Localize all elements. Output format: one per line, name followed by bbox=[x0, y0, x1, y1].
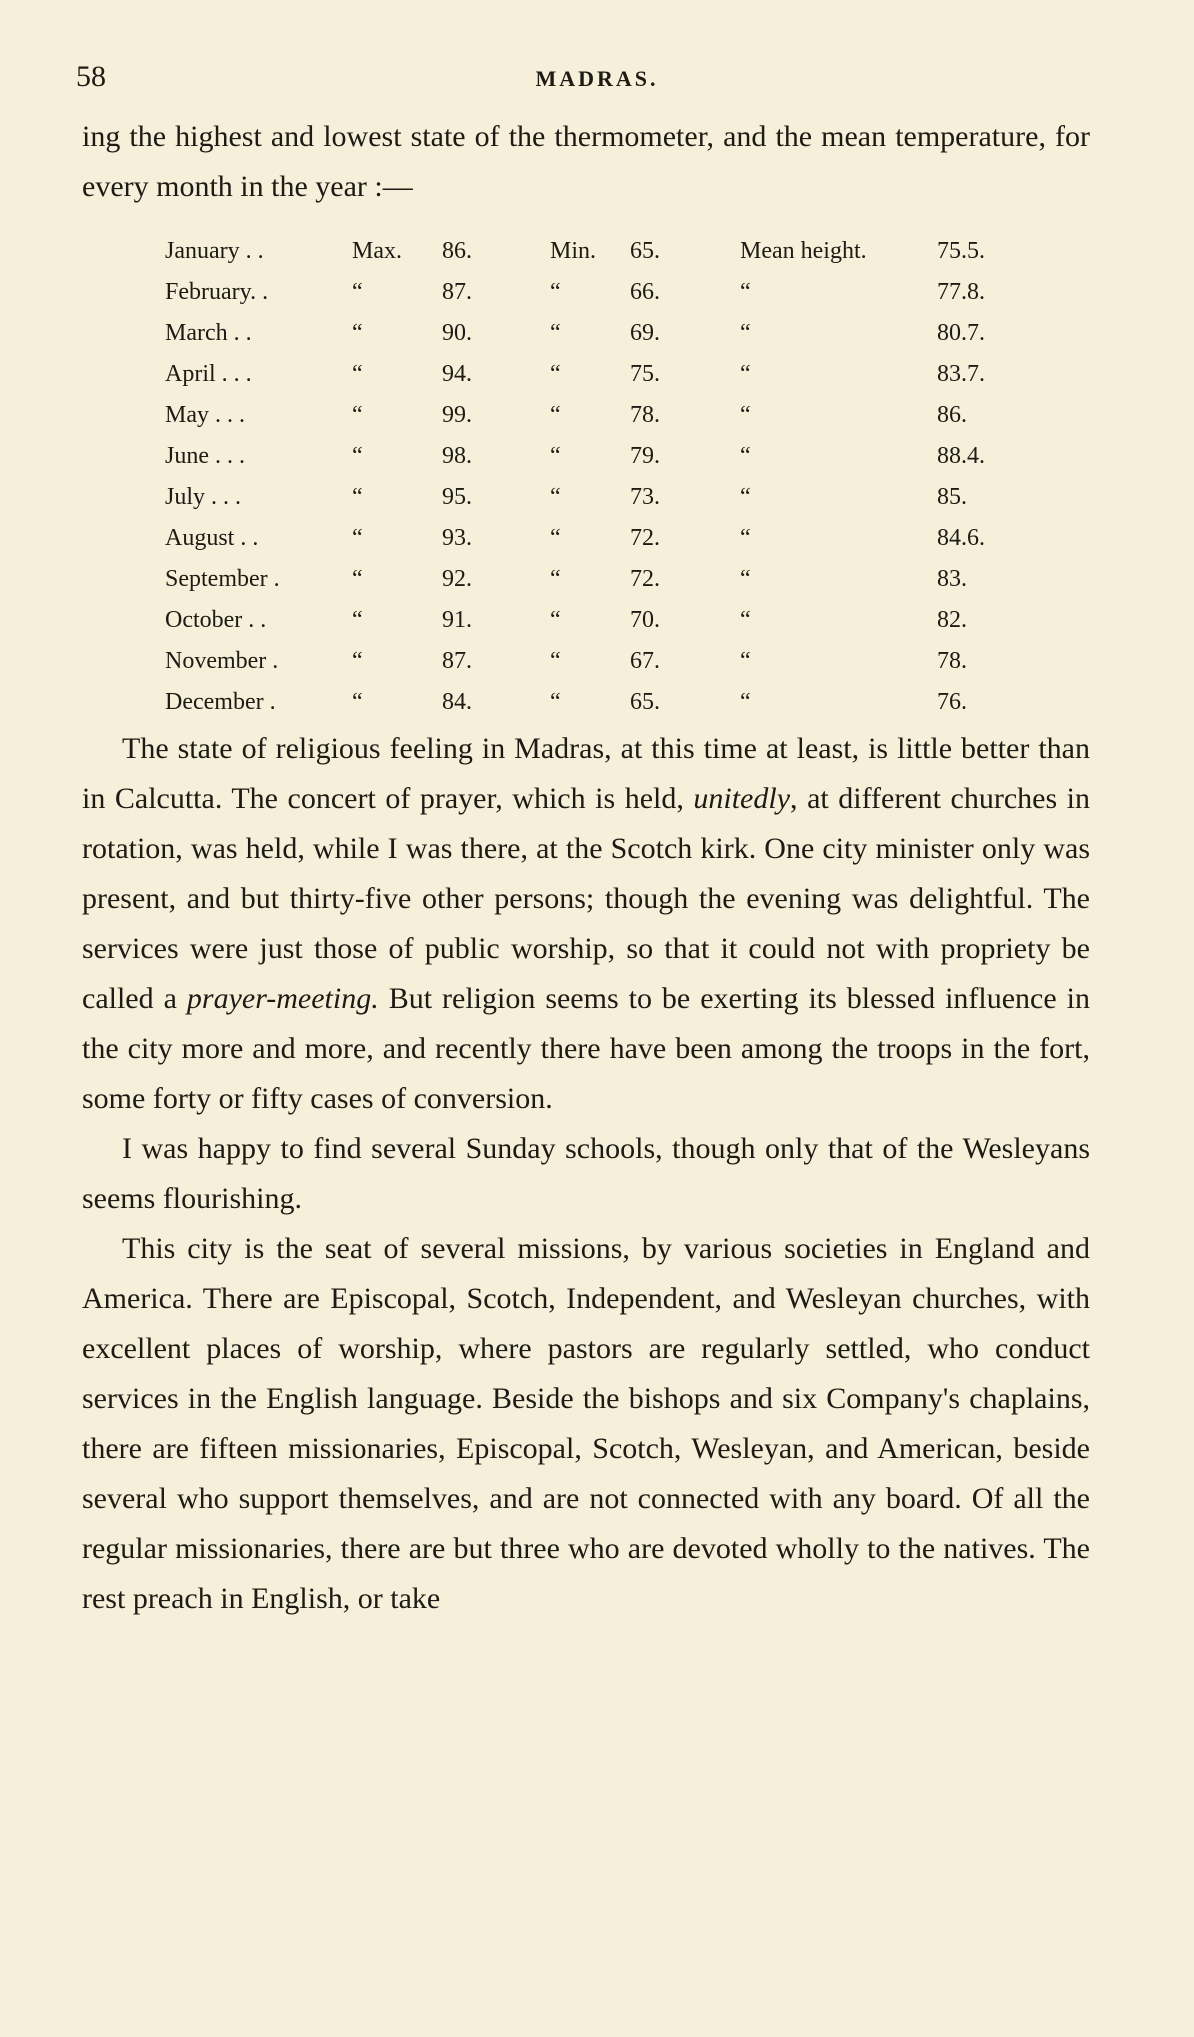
table-month: October . . bbox=[165, 607, 273, 633]
table-min-label: “ bbox=[550, 648, 561, 674]
table-min-label: “ bbox=[550, 279, 561, 305]
text-run: , at different churches in rotation, was held, while I was there, at the Scotch kirk. One city minister only was present, and but thirty-five other persons; though the evening was delightful. The services were just those of public worship, so that it could not with propriety be called a bbox=[82, 782, 1091, 1015]
table-mean-value: 82. bbox=[937, 607, 967, 633]
table-mean-label: “ bbox=[740, 689, 751, 715]
table-row bbox=[0, 443, 1194, 484]
table-max-label: “ bbox=[352, 607, 363, 633]
table-month: August . . bbox=[165, 525, 265, 551]
table-mean-value: 76. bbox=[937, 689, 967, 715]
table-max-value: 91. bbox=[442, 607, 472, 633]
table-max-value: 98. bbox=[442, 443, 472, 469]
table-row bbox=[0, 238, 1194, 279]
table-mean-label: “ bbox=[740, 402, 751, 428]
table-month: December . bbox=[165, 689, 282, 715]
table-min-label: “ bbox=[550, 525, 561, 551]
table-min-value: 66. bbox=[630, 279, 660, 305]
table-min-value: 65. bbox=[630, 238, 660, 264]
table-row bbox=[0, 320, 1194, 361]
table-min-value: 67. bbox=[630, 648, 660, 674]
paragraph-sunday-schools: I was happy to find several Sunday schools, though only that of the Wesleyans seems flourishing. bbox=[82, 1132, 1090, 1215]
table-min-label: “ bbox=[550, 689, 561, 715]
table-mean-label: “ bbox=[740, 279, 751, 305]
table-month: June . . . bbox=[165, 443, 251, 469]
paragraph-religious-feeling bbox=[82, 724, 1090, 1124]
table-mean-label: “ bbox=[740, 648, 751, 674]
table-max-label: “ bbox=[352, 525, 363, 551]
table-max-label: “ bbox=[352, 648, 363, 674]
table-min-label: “ bbox=[550, 484, 561, 510]
table-max-value: 92. bbox=[442, 566, 472, 592]
table-max-value: 93. bbox=[442, 525, 472, 551]
table-max-value: 90. bbox=[442, 320, 472, 346]
table-mean-label: “ bbox=[740, 484, 751, 510]
table-max-value: 95. bbox=[442, 484, 472, 510]
table-min-label: Min. bbox=[550, 238, 597, 264]
table-mean-value: 84.6. bbox=[937, 525, 985, 551]
table-mean-label: “ bbox=[740, 607, 751, 633]
table-max-value: 87. bbox=[442, 279, 472, 305]
italic-word: prayer-meeting. bbox=[186, 982, 379, 1015]
table-mean-label: “ bbox=[740, 361, 751, 387]
table-mean-value: 86. bbox=[937, 402, 967, 428]
running-title: MADRAS. bbox=[535, 66, 659, 91]
table-row bbox=[0, 566, 1194, 607]
table-row bbox=[0, 279, 1194, 320]
table-min-value: 69. bbox=[630, 320, 660, 346]
table-mean-value: 80.7. bbox=[937, 320, 985, 346]
table-row bbox=[0, 484, 1194, 525]
table-month: April . . . bbox=[165, 361, 258, 387]
text-run: The state of religious feeling in Madras, at this time at least, is little better than in Calcutta. The concert of prayer, which is held, bbox=[82, 732, 1090, 815]
page-number: 58 bbox=[76, 60, 106, 93]
page-header bbox=[0, 60, 1194, 100]
table-mean-value: 83.7. bbox=[937, 361, 985, 387]
table-min-label: “ bbox=[550, 607, 561, 633]
table-min-value: 75. bbox=[630, 361, 660, 387]
table-mean-value: 83. bbox=[937, 566, 967, 592]
table-month: November . bbox=[165, 648, 285, 674]
table-row bbox=[0, 648, 1194, 689]
table-mean-value: 75.5. bbox=[937, 238, 985, 264]
table-mean-value: 88.4. bbox=[937, 443, 985, 469]
table-min-value: 78. bbox=[630, 402, 660, 428]
body-text bbox=[82, 724, 1090, 1624]
table-mean-label: “ bbox=[740, 443, 751, 469]
table-month: March . . bbox=[165, 320, 258, 346]
table-row bbox=[0, 402, 1194, 443]
table-row bbox=[0, 525, 1194, 566]
italic-word: unitedly bbox=[693, 782, 791, 815]
table-month: July . . . bbox=[165, 484, 248, 510]
table-max-label: “ bbox=[352, 566, 363, 592]
table-max-value: 87. bbox=[442, 648, 472, 674]
table-min-label: “ bbox=[550, 443, 561, 469]
table-min-value: 79. bbox=[630, 443, 660, 469]
table-max-value: 99. bbox=[442, 402, 472, 428]
table-month: January . . bbox=[165, 238, 270, 264]
table-row bbox=[0, 361, 1194, 402]
table-min-value: 72. bbox=[630, 525, 660, 551]
table-max-value: 84. bbox=[442, 689, 472, 715]
table-max-value: 94. bbox=[442, 361, 472, 387]
table-max-label: “ bbox=[352, 279, 363, 305]
table-row bbox=[0, 607, 1194, 648]
temperature-table bbox=[0, 238, 1194, 730]
table-mean-label: “ bbox=[740, 320, 751, 346]
table-mean-value: 78. bbox=[937, 648, 967, 674]
table-mean-label: Mean height. bbox=[740, 238, 867, 264]
table-max-label: “ bbox=[352, 320, 363, 346]
table-mean-value: 77.8. bbox=[937, 279, 985, 305]
table-max-label: “ bbox=[352, 443, 363, 469]
table-min-value: 65. bbox=[630, 689, 660, 715]
table-mean-label: “ bbox=[740, 566, 751, 592]
table-min-value: 73. bbox=[630, 484, 660, 510]
table-min-value: 72. bbox=[630, 566, 660, 592]
table-month: February. . bbox=[165, 279, 275, 305]
table-min-label: “ bbox=[550, 566, 561, 592]
table-max-label: “ bbox=[352, 402, 363, 428]
table-max-value: 86. bbox=[442, 238, 472, 264]
table-min-value: 70. bbox=[630, 607, 660, 633]
table-mean-value: 85. bbox=[937, 484, 967, 510]
table-max-label: Max. bbox=[352, 238, 402, 264]
table-max-label: “ bbox=[352, 361, 363, 387]
table-max-label: “ bbox=[352, 484, 363, 510]
table-mean-label: “ bbox=[740, 525, 751, 551]
table-max-label: “ bbox=[352, 689, 363, 715]
table-min-label: “ bbox=[550, 361, 561, 387]
text-run: But religion seems to be exerting its blessed influence in the city more and more, and recently there have been among the troops in the fort, some forty or fifty cases of conversion. bbox=[82, 982, 1091, 1115]
table-month: May . . . bbox=[165, 402, 251, 428]
paragraph-missions: This city is the seat of several missions, by various societies in England and America. There are Episcopal, Scotch, Independent, and Wesleyan churches, with excellent places of worship, where pastors are regularly settled, who conduct services in the English language. Beside the bishops and six Company's chaplains, there are fifteen missionaries, Episcopal, Scotch, Wesleyan, and American, beside several who support themselves, and are not connected with any board. Of all the regular missionaries, there are but three who are devoted wholly to the natives. The rest preach in English, or take bbox=[82, 1232, 1090, 1615]
table-min-label: “ bbox=[550, 402, 561, 428]
intro-paragraph: ing the highest and lowest state of the thermometer, and the mean temperature, for every month in the year :— bbox=[82, 120, 1090, 203]
table-min-label: “ bbox=[550, 320, 561, 346]
table-month: September . bbox=[165, 566, 286, 592]
